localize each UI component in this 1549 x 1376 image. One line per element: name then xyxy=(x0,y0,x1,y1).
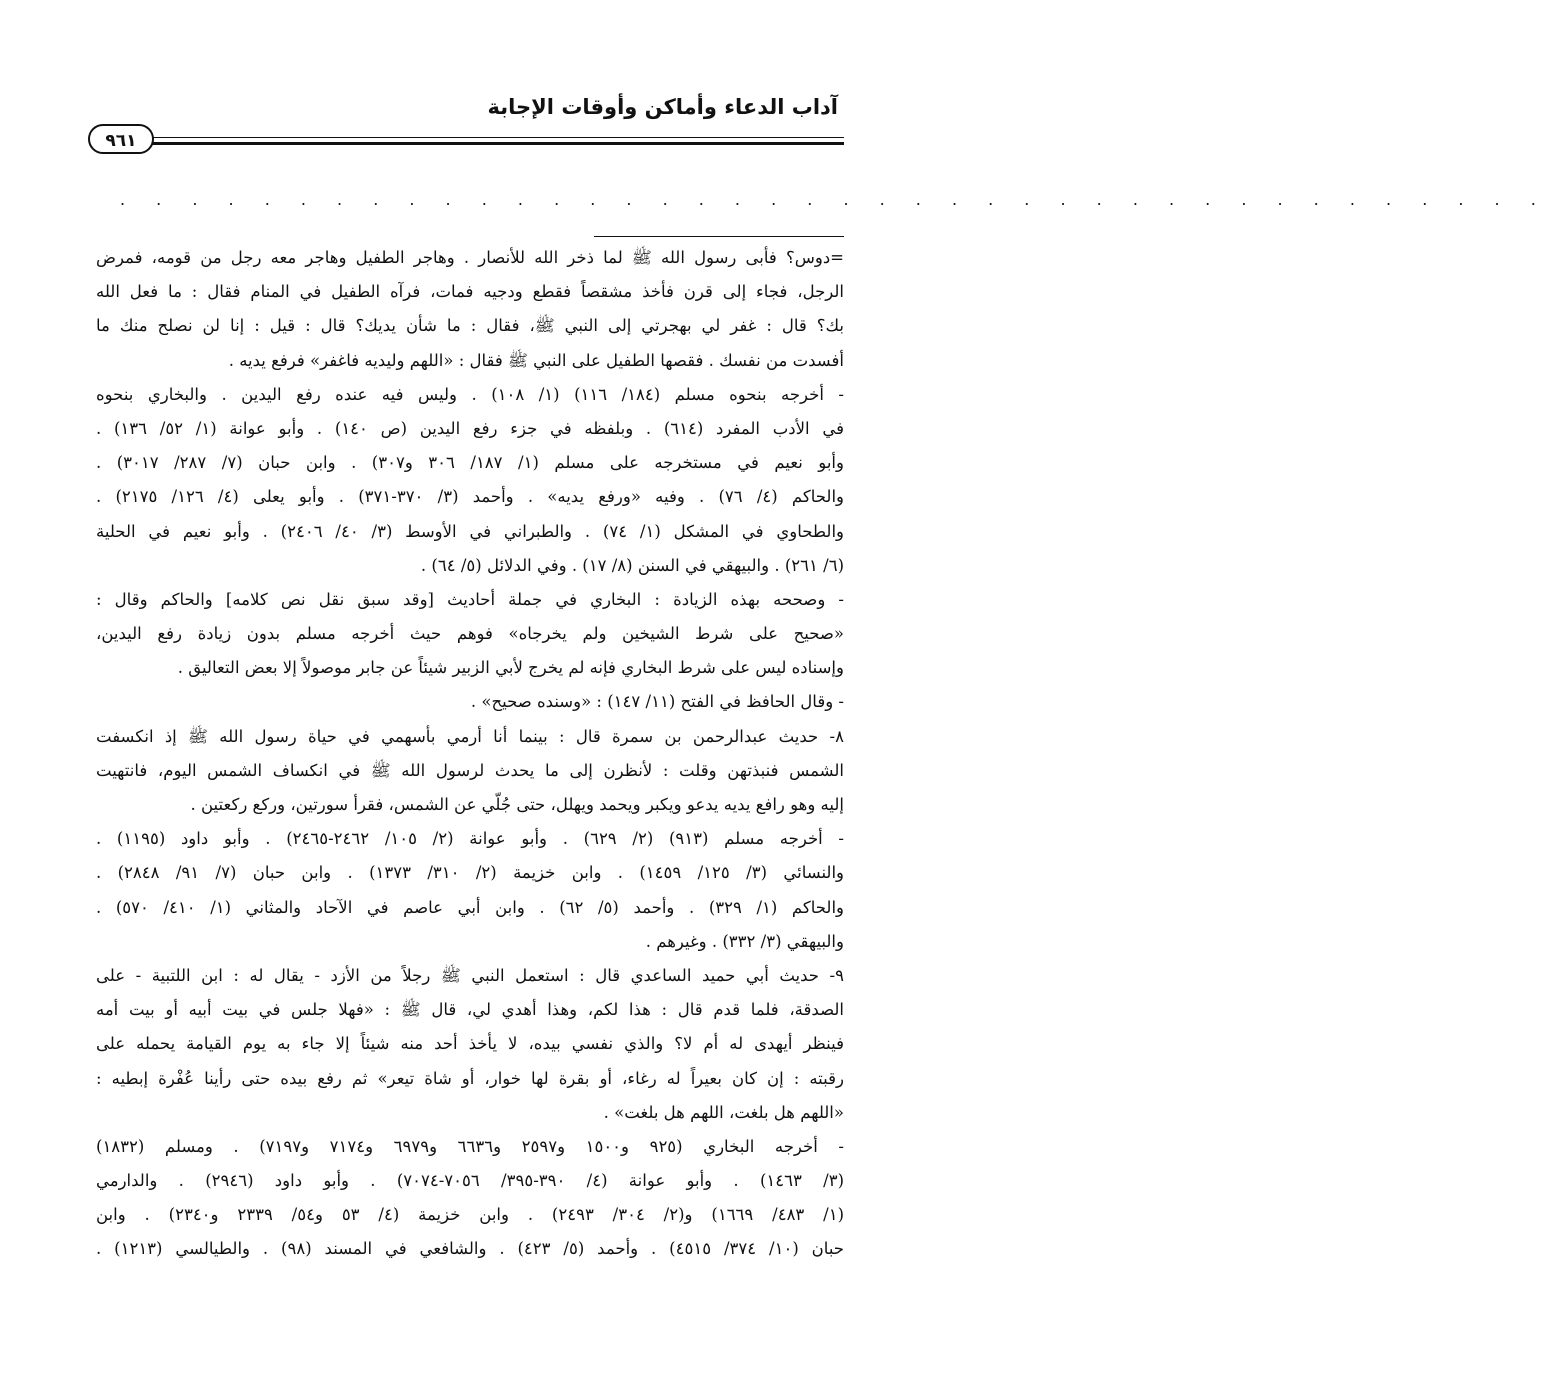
footnote-line: =دوس؟ فأبى رسول الله ﷺ لما ذخر الله للأنصار . وهاجر الطفيل وهاجر معه رجل من قومه، فمرض xyxy=(96,248,844,267)
footnote-line: بك؟ قال : غفر لي بهجرتي إلى النبي ﷺ، فقال : ما شأن يديك؟ قال : قيل : إنا لن نصلح منك ما xyxy=(96,316,844,336)
footnote-line: والطحاوي في المشكل (١/ ٧٤) . والطبراني في الأوسط (٣/ ٤٠/ ٢٤٠٦) . وأبو نعيم في الحلية xyxy=(96,521,844,541)
footnote-line: وأبو نعيم في مستخرجه على مسلم (١/ ١٨٧/ ٣٠٦ و٣٠٧) . وابن حبان (٧/ ٢٨٧/ ٣٠١٧) . xyxy=(96,453,844,473)
footnote-line: والنسائي (٣/ ١٢٥/ ١٤٥٩) . وابن خزيمة (٢/ ٣١٠/ ١٣٧٣) . وابن حبان (٧/ ٩١/ ٢٨٤٨) . xyxy=(96,863,845,883)
footnote-line: الرجل، فجاء إلى قرن فأخذ مشقصاً فقطع ودجيه فمات، فرآه الطفيل في المنام فقال : ما فعل الله xyxy=(96,282,844,302)
footnote-line: وإسناده ليس على شرط البخاري فإنه لم يخرج لأبي الزبير شيئاً عن جابر موصولاً إلا بعض التعاليق . xyxy=(177,658,844,678)
page-header-title: آداب الدعاء وأماكن وأوقات الإجابة xyxy=(487,95,838,119)
footnote-line: «صحيح على شرط الشيخين ولم يخرجاه» فوهم حيث أخرجه مسلم بدون زيادة رفع اليدين، xyxy=(96,624,844,644)
footnote-line: (٣/ ١٤٦٣) . وأبو عوانة (٤/ ٣٩٠-٣٩٥/ ٧٠٥٦-٧٠٧٤) . وأبو داود (٢٩٤٦) . والدارمي xyxy=(96,1171,844,1191)
separator-dots: . . . . . . . . . . . . . . . . . . . . . . . . . . . . . . . . . . . . . . . . xyxy=(120,190,1549,209)
header-rule xyxy=(152,137,844,138)
footnote-line: - وصححه بهذه الزيادة : البخاري في جملة أحاديث [وقد سبق نقل نص كلامه] والحاكم وقال : xyxy=(96,589,844,609)
page-number: ٩٦١ xyxy=(88,124,154,154)
footnote-line: (٦/ ٢٦١) . والبيهقي في السنن (٨/ ١٧) . وفي الدلائل (٥/ ٦٤) . xyxy=(420,555,844,575)
footnote-line: رقبته : إن كان بعيراً له رغاء، أو بقرة لها خوار، أو شاة تيعر» ثم رفع بيده حتى رأينا عُفْرة إبطيه : xyxy=(96,1068,844,1088)
header-rule-thick xyxy=(152,142,844,145)
footnote-line: (١/ ٤٨٣/ ١٦٦٩) و(٢/ ٣٠٤/ ٢٤٩٣) . وابن خزيمة (٤/ ٥٣ و٥٤/ ٢٣٣٩ و٢٣٤٠) . وابن xyxy=(96,1205,845,1225)
footnote-line: إليه وهو رافع يديه يدعو ويكبر ويحمد ويهلل، حتى جُلّي عن الشمس، فقرأ سورتين، وركع ركعتين . xyxy=(190,795,844,814)
footnote-line: حبان (١٠/ ٣٧٤/ ٤٥١٥) . وأحمد (٥/ ٤٢٣) . والشافعي في المسند (٩٨) . والطيالسي (١٢١٣) . xyxy=(96,1239,845,1259)
footnote-line: ٨- حديث عبدالرحمن بن سمرة قال : بينما أنا أرمي بأسهمي في حياة رسول الله ﷺ إذ انكسفت xyxy=(96,726,844,746)
footnote-line: ٩- حديث أبي حميد الساعدي قال : استعمل النبي ﷺ رجلاً من الأزد - يقال له : ابن اللتبية - على xyxy=(96,965,844,985)
footnote-line: والحاكم (١/ ٣٢٩) . وأحمد (٥/ ٦٢) . وابن أبي عاصم في الآحاد والمثاني (١/ ٤١٠/ ٥٧٠) . xyxy=(96,897,845,917)
footnote-line: الشمس فنبذتهن وقلت : لأنظرن إلى ما يحدث لرسول الله ﷺ في انكساف الشمس اليوم، فانتهيت xyxy=(96,760,844,780)
footnote-line: والحاكم (٤/ ٧٦) . وفيه «ورفع يديه» . وأحمد (٣/ ٣٧٠-٣٧١) . وأبو يعلى (٤/ ١٢٦/ ٢١٧٥) . xyxy=(96,487,845,507)
footnote-separator xyxy=(594,236,844,237)
footnote-line: - أخرجه البخاري (٩٢٥ و١٥٠٠ و٢٥٩٧ و٦٦٣٦ و٦٩٧٩ و٧١٧٤ و٧١٩٧) . ومسلم (١٨٣٢) xyxy=(96,1136,844,1156)
footnote-line: - أخرجه بنحوه مسلم (١٨٤/ ١١٦) (١/ ١٠٨) . وليس فيه عنده رفع اليدين . والبخاري بنحوه xyxy=(96,384,844,404)
footnote-line: «اللهم هل بلغت، اللهم هل بلغت» . xyxy=(603,1102,844,1122)
footnote-line: أفسدت من نفسك . فقصها الطفيل على النبي ﷺ فقال : «اللهم وليديه فاغفر» فرفع يديه . xyxy=(228,350,844,370)
footnote-line: فينظر أيهدى له أم لا؟ والذي نفسي بيده، لا يأخذ أحد منه شيئاً إلا جاء به يوم القيامة يحمله على xyxy=(96,1034,844,1054)
footnote-body xyxy=(96,241,844,1267)
footnote-line: - أخرجه مسلم (٩١٣) (٢/ ٦٢٩) . وأبو عوانة (٢/ ١٠٥/ ٢٤٦٢-٢٤٦٥) . وأبو داود (١١٩٥) . xyxy=(96,829,845,849)
footnote-line: في الأدب المفرد (٦١٤) . وبلفظه في جزء رفع اليدين (ص ١٤٠) . وأبو عوانة (١/ ٥٢/ ١٣٦) . xyxy=(96,418,844,438)
footnote-line: - وقال الحافظ في الفتح (١١/ ١٤٧) : «وسنده صحيح» . xyxy=(470,692,844,712)
footnote-line: الصدقة، فلما قدم قال : هذا لكم، وهذا أهدي لي، قال ﷺ : «فهلا جلس في بيت أبيه أو بيت أمه xyxy=(96,1000,844,1020)
footnote-line: والبيهقي (٣/ ٣٣٢) . وغيرهم . xyxy=(645,931,844,951)
